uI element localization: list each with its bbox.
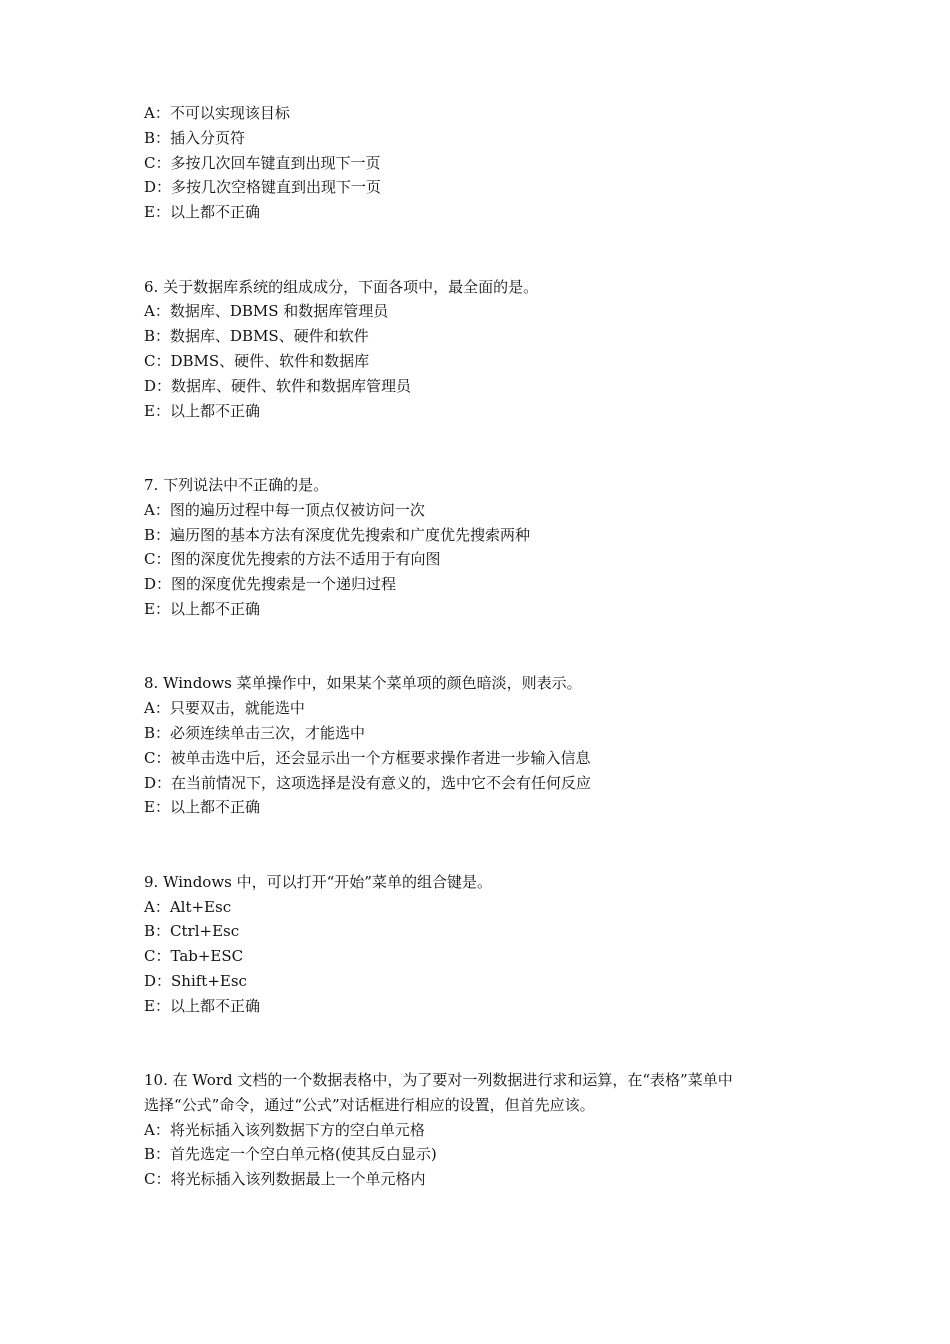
- question-block-7: [144, 473, 814, 622]
- option-e: E：以上都不正确: [144, 798, 260, 817]
- option-c: C：将光标插入该列数据最上一个单元格内: [144, 1170, 426, 1189]
- option-e: E：以上都不正确: [144, 203, 260, 222]
- question-list: [144, 101, 814, 1192]
- option-b: B：首先选定一个空白单元格(使其反白显示): [144, 1145, 437, 1164]
- option-a: A：Alt+Esc: [144, 897, 232, 916]
- question-text: 7. 下列说法中不正确的是。: [144, 475, 329, 494]
- question-text: 6. 关于数据库系统的组成成分，下面各项中，最全面的是。: [144, 277, 539, 296]
- option-e: E：以上都不正确: [144, 996, 260, 1015]
- question-text: 9. Windows 中，可以打开“开始”菜单的组合键是。: [144, 872, 492, 891]
- option-a: A：不可以实现该目标: [144, 104, 290, 122]
- option-b: B：遍历图的基本方法有深度优先搜索和广度优先搜索两种: [144, 525, 531, 544]
- option-a: A：图的遍历过程中每一顶点仅被访问一次: [144, 500, 425, 519]
- question-block-9: [144, 870, 814, 1019]
- question-text-line-1: 10. 在 Word 文档的一个数据表格中，为了要对一列数据进行求和运算，在“表格”菜单中: [144, 1071, 733, 1090]
- option-d: D：数据库、硬件、软件和数据库管理员: [144, 376, 412, 395]
- option-d: D：图的深度优先搜索是一个递归过程: [144, 575, 397, 594]
- question-block-8: [144, 671, 814, 820]
- option-b: B：插入分页符: [144, 128, 246, 147]
- question-block-5-options: [144, 101, 814, 225]
- option-c: C：被单击选中后，还会显示出一个方框要求操作者进一步输入信息: [144, 748, 591, 767]
- option-b: B：Ctrl+Esc: [144, 922, 240, 941]
- question-text-line-2: 选择“公式”命令，通过“公式”对话框进行相应的设置，但首先应该。: [144, 1095, 595, 1114]
- option-c: C：图的深度优先搜索的方法不适用于有向图: [144, 550, 441, 569]
- option-a: A：将光标插入该列数据下方的空白单元格: [144, 1120, 425, 1139]
- option-c: C：DBMS、硬件、软件和数据库: [144, 351, 370, 370]
- question-block-6: [144, 275, 814, 424]
- option-a: A：只要双击，就能选中: [144, 699, 305, 718]
- option-b: B：必须连续单击三次，才能选中: [144, 723, 366, 742]
- option-a: A：数据库、DBMS 和数据库管理员: [144, 302, 389, 321]
- option-d: D：在当前情况下，这项选择是没有意义的，选中它不会有任何反应: [144, 773, 592, 792]
- option-c: C：Tab+ESC: [144, 947, 244, 966]
- question-block-10: [144, 1068, 814, 1192]
- option-c: C：多按几次回车键直到出现下一页: [144, 153, 381, 172]
- option-d: D：Shift+Esc: [144, 971, 247, 990]
- option-d: D：多按几次空格键直到出现下一页: [144, 178, 382, 197]
- option-e: E：以上都不正确: [144, 599, 260, 618]
- option-e: E：以上都不正确: [144, 401, 260, 420]
- option-b: B：数据库、DBMS、硬件和软件: [144, 327, 369, 346]
- question-text: 8. Windows 菜单操作中，如果某个菜单项的颜色暗淡，则表示。: [144, 674, 582, 693]
